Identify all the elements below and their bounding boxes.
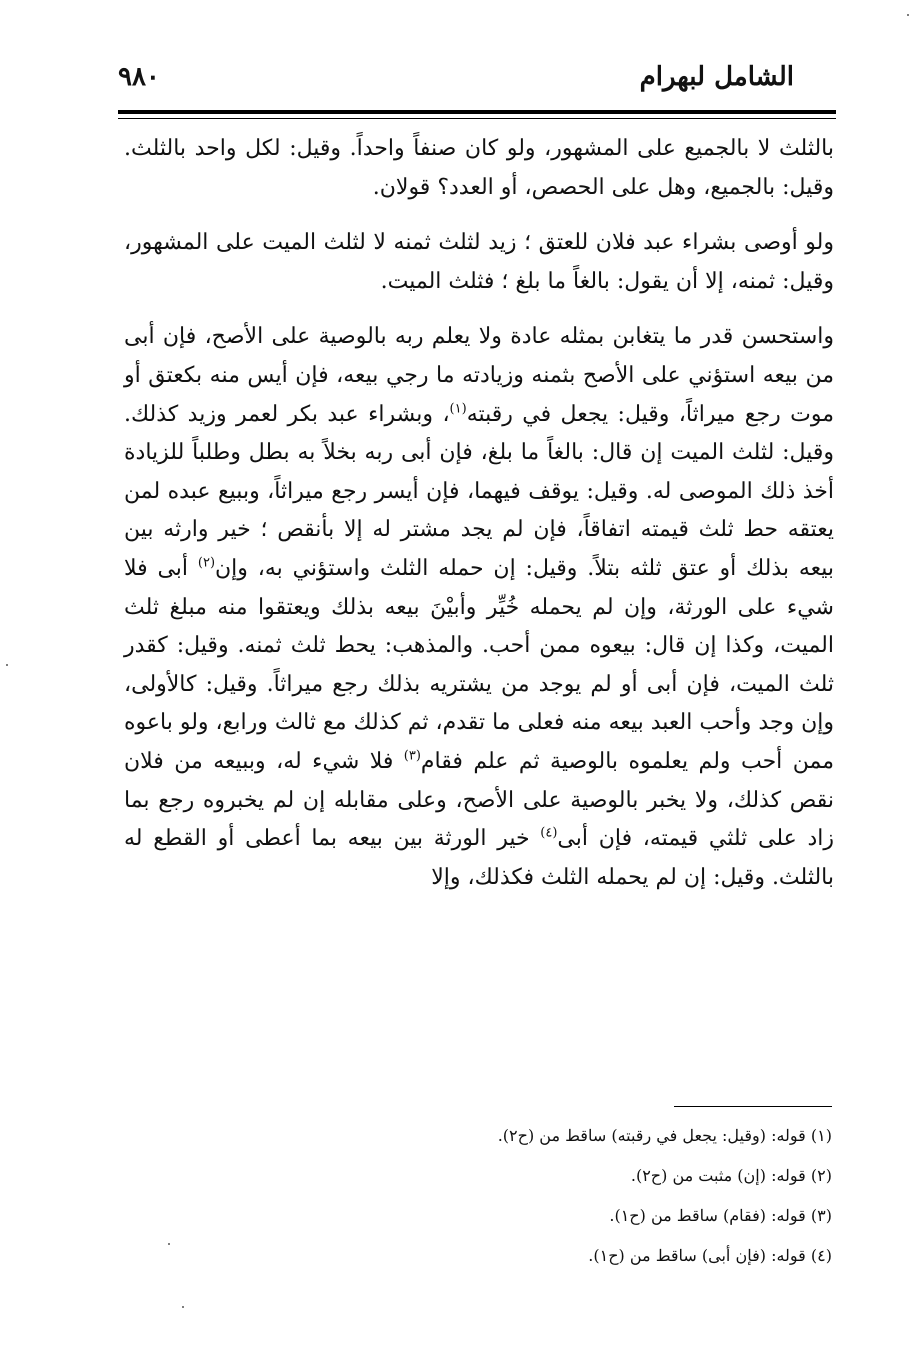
scan-speck [168,1243,170,1245]
footnote-1: (١) قوله: (وقيل: يجعل في رقبته) ساقط من (ح٢). [497,1126,832,1145]
text-segment: خير الورثة بين بيعه بما أعطى أو القطع له بالثلث. وقيل: إن لم يحمله الثلث فكذلك، وإلا [124,826,834,890]
footnote-2: (٢) قوله: (إن) مثبت من (ح٢). [630,1166,832,1185]
footnote-3: (٣) قوله: (فقام) ساقط من (ح١). [609,1206,832,1225]
footnote-ref-4[interactable]: (٤) [540,825,558,841]
paragraph-1: بالثلث لا بالجميع على المشهور، ولو كان صنفاً واحداً. وقيل: لكل واحد بالثلث. وقيل: بالجميع، وهل على الحصص، أو العدد؟ قولان. [124,136,834,200]
footnote-separator [674,1106,832,1107]
main-text [124,130,834,897]
text-segment: أبى فلا شيء على الورثة، وإن لم يحمله خُيِّر وأبيْنَ بيعه بذلك ويعتقوا منه مبلغ ثلث الميت، وكذا إن قال: بيعوه ممن أحب. والمذهب: يحط ثلث ثمنه. وقيل: كقدر ثلث الميت، فإن أبى أو لم يوجد من يشتريه بذلك رجع ميراثاً. وقيل: كالأولى، وإن وجد وأحب العبد بيعه منه فعلى ما تقدم، ثم كذلك مع ثالث ورابع، ولو باعوه ممن أحب ولم يعلموه بالوصية ثم علم فقام [124,555,834,774]
footnote-ref-1[interactable]: (١) [449,401,467,417]
scan-speck [907,14,909,16]
footnote-ref-3[interactable]: (٣) [403,748,421,764]
footnote-4: (٤) قوله: (فإن أبى) ساقط من (ح١). [588,1246,832,1265]
text-segment: فلا شيء له، وببيعه من فلان نقص كذلك، ولا يخبر بالوصية على الأصح، وعلى مقابله إن لم يخبروه رجع بما زاد على ثلثي قيمته، فإن أبى [124,748,834,852]
running-title: الشامل لبهرام [639,62,794,92]
paragraph-3 [124,318,834,897]
footnote-ref-2[interactable]: (٢) [197,555,216,571]
scan-speck [182,1306,184,1308]
paragraph-2: ولو أوصى بشراء عبد فلان للعتق ؛ زيد لثلث ثمنه لا لثلث الميت على المشهور، وقيل: ثمنه، إلا أن يقول: بالغاً ما بلغ ؛ فثلث الميت. [124,230,834,294]
page-number: ٩٨٠ [118,62,160,92]
text-segment: ، وبشراء عبد بكر لعمر وزيد كذلك. وقيل: لثلث الميت إن قال: بالغاً ما بلغ، فإن أبى ربه بخلاً به بطل وطلباً للزيادة أخذ ذلك الموصى له. وقيل: يوقف فيهما، فإن أيسر رجع ميراثاً، وببيع عبده لمن يعتقه حط ثلث قيمته اتفاقاً، فإن لم يجد مشتر له إلا بأنقص ؛ خير وارثه بين بيعه بذلك أو عتق ثلثه بتلاً. وقيل: إن حمله الثلث واستؤني به، وإن [124,401,834,581]
footnotes [232,1116,832,1276]
text-segment: واستحسن قدر ما يتغابن بمثله عادة ولا يعلم ربه بالوصية على الأصح، فإن أبى من بيعه استؤني على الأصح بثمنه وزيادته ما رجي بيعه، فإن أيس منه بكعتق أو موت رجع ميراثاً، وقيل: يجعل في رقبته [124,324,834,427]
header-rule-thin [118,118,836,119]
scan-speck [6,664,8,666]
header-rule-thick [118,110,836,114]
